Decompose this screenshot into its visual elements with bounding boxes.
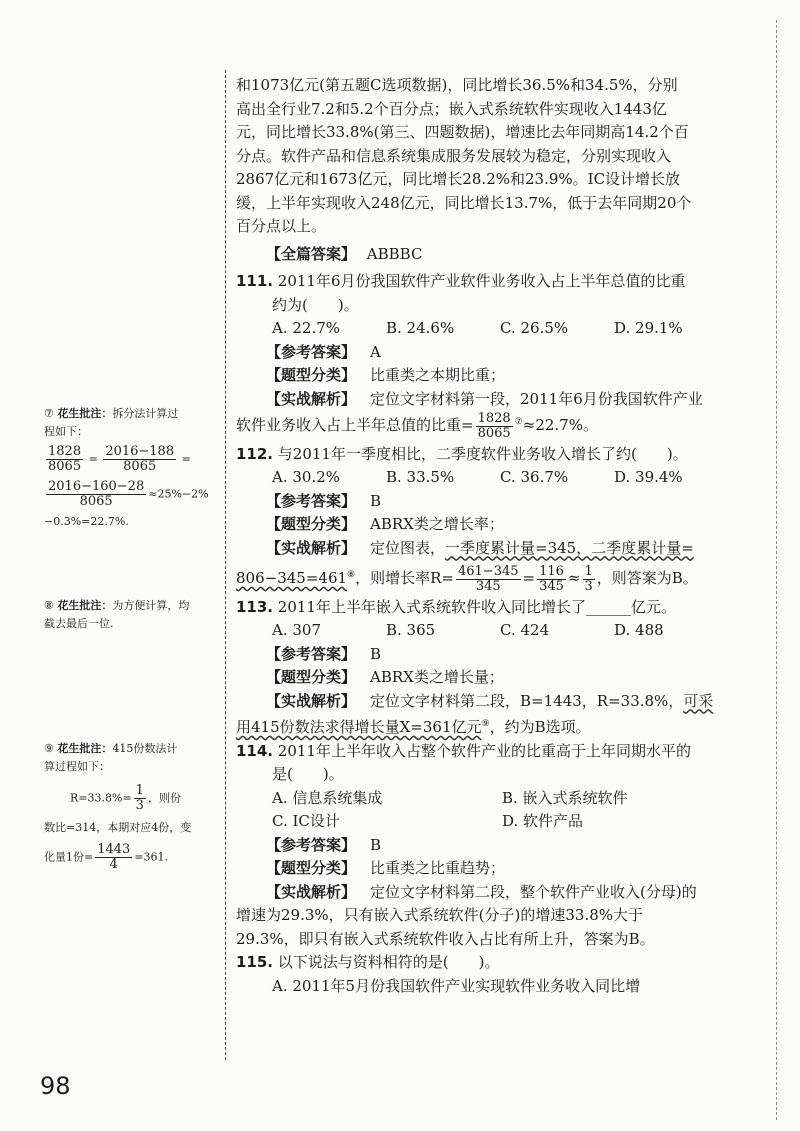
q113-number: 113. — [236, 597, 274, 616]
side-note-text: R=33.8%= — [70, 791, 132, 805]
q113-answer-row — [236, 643, 728, 667]
type-tag: 【题型分类】 — [266, 859, 357, 877]
option-b[interactable]: B. 嵌入式系统软件 — [502, 788, 628, 807]
intro-line: 百分点以上。 — [236, 217, 327, 235]
q111-options — [236, 317, 728, 341]
q112-analysis-underlined: 806−345=461 — [236, 569, 348, 587]
q111-analysis: 定位文字材料第一段，2011年6月份我国软件产业 — [370, 389, 703, 408]
fraction-numerator: 2016−160−28 — [48, 479, 145, 494]
type-tag: 【题型分类】 — [266, 515, 357, 533]
fraction-denominator: 3 — [135, 798, 144, 813]
answer-tag: 【参考答案】 — [266, 491, 357, 510]
q114-options — [236, 787, 728, 834]
intro-line: 元，同比增长33.8%(第三、四题数据)，增速比去年同期高14.2个百 — [236, 123, 689, 141]
intro-line: 缓，上半年实现收入248亿元，同比增长13.7%，低于去年同期20个 — [236, 193, 692, 212]
note-marker: ⑦ — [44, 407, 54, 420]
q111-stem-text: 2011年6月份我国软件产业软件业务收入占上半年总值的比重 — [277, 272, 686, 290]
analysis-tag: 【实战解析】 — [266, 389, 357, 408]
note-marker: ⑧ — [44, 599, 54, 612]
side-note-7 — [44, 405, 214, 531]
q112-options — [236, 466, 728, 490]
side-note-text: 程如下： — [44, 425, 88, 438]
q112-analysis-result: ，则答案为B。 — [596, 569, 698, 587]
q114-answer-row — [236, 834, 728, 858]
analysis-tag: 【实战解析】 — [266, 691, 357, 710]
q113-analysis-cont — [236, 713, 728, 740]
fraction — [95, 843, 132, 872]
fraction-numerator: 1828 — [48, 444, 82, 459]
q113-analysis-result: ，约为B选项。 — [489, 718, 591, 736]
side-note-equation — [44, 445, 214, 474]
answer-tag: 【参考答案】 — [266, 644, 357, 663]
fraction-denominator: 3 — [584, 578, 593, 594]
side-note-equation — [44, 480, 214, 509]
margin-divider — [225, 70, 226, 1060]
fraction-numerator: 1 — [584, 563, 593, 579]
q114-type-row — [236, 857, 728, 881]
fraction-numerator: 2016−188 — [105, 444, 175, 459]
q112-analysis: 定位图表， — [370, 538, 446, 557]
option-b[interactable]: B. 365 — [386, 621, 436, 639]
side-note-equation — [44, 784, 214, 813]
q115-stem-text: 以下说法与资料相符的是( )。 — [277, 953, 500, 971]
full-answer-tag: 【全篇答案】 — [266, 244, 357, 263]
option-d[interactable]: D. 488 — [614, 621, 664, 639]
fraction-denominator: 4 — [109, 857, 118, 872]
option-c[interactable]: C. 424 — [500, 621, 550, 639]
side-note-8 — [44, 597, 214, 633]
option-a[interactable]: A. 22.7% — [272, 319, 341, 337]
full-answer-row — [236, 243, 728, 267]
q113-type: ABRX类之增长量； — [370, 668, 504, 686]
q114-analysis-row — [236, 881, 728, 905]
note-marker: ⑨ — [44, 742, 54, 755]
q112-fraction-2 — [537, 565, 566, 594]
type-tag: 【题型分类】 — [266, 668, 357, 686]
side-note-text: 为方便计算，均 — [112, 599, 190, 612]
q114-number: 114. — [236, 741, 274, 760]
q113-stem — [236, 596, 728, 620]
q113-type-row — [236, 666, 728, 690]
q112-stem-text: 与2011年一季度相比，二季度软件业务收入增长了约( )。 — [277, 444, 688, 463]
side-note-text: ≈25%−2% — [148, 487, 209, 501]
note-marker: ⑨ — [481, 719, 490, 729]
fraction-denominator: 8065 — [477, 425, 511, 441]
equals-sign: = — [181, 452, 191, 466]
page-number: 98 — [40, 1072, 71, 1100]
q111-type-row — [236, 364, 728, 388]
q111-stem-cont: 约为( )。 — [272, 295, 359, 314]
option-a[interactable]: A. 30.2% — [272, 468, 341, 486]
fraction-denominator: 8065 — [79, 494, 113, 509]
side-note-text: ，则份 — [147, 791, 181, 805]
fraction-denominator: 8065 — [48, 459, 82, 474]
q114-analysis-cont: 29.3%，即只有嵌入式系统软件收入占比有所上升，答案为B。 — [236, 929, 655, 948]
answer-tag: 【参考答案】 — [266, 342, 357, 361]
q113-analysis: 定位文字材料第二段，B=1443，R=33.8%， — [370, 691, 684, 710]
q113-analysis-row — [236, 690, 728, 714]
fraction — [46, 445, 83, 474]
fraction-denominator: 345 — [475, 578, 501, 594]
option-a[interactable]: A. 307 — [272, 621, 321, 639]
side-note-text: 算过程如下： — [44, 760, 110, 773]
side-note-title: 花生批注： — [57, 599, 113, 612]
q112-type: ABRX类之增长率； — [370, 515, 504, 533]
side-note-title: 花生批注： — [57, 407, 113, 420]
q112-analysis-text: ，则增长率R= — [355, 569, 454, 587]
option-c[interactable]: C. IC设计 — [272, 812, 340, 830]
q113-answer: B — [370, 644, 382, 663]
q112-type-row — [236, 513, 728, 537]
q112-stem — [236, 443, 728, 467]
side-note-equation — [44, 843, 214, 872]
option-d[interactable]: D. 软件产品 — [502, 812, 584, 830]
q114-stem-text: 2011年上半年收入占整个软件产业的比重高于上年同期水平的 — [277, 741, 691, 760]
q113-stem-text: 2011年上半年嵌入式系统软件收入同比增长了______亿元。 — [277, 597, 676, 616]
q112-analysis-underlined: 一季度累计量=345，二季度累计量= — [445, 538, 694, 557]
note-marker: ⑧ — [347, 570, 356, 580]
fraction-denominator: 8065 — [123, 459, 157, 474]
q111-analysis-row — [236, 388, 728, 412]
q112-answer-row — [236, 490, 728, 514]
side-note-title: 花生批注： — [57, 742, 113, 755]
q114-analysis: 定位文字材料第二段，整个软件产业收入(分母)的 — [370, 882, 697, 901]
q111-analysis-result: ≈22.7%。 — [522, 416, 598, 434]
q112-fraction-1 — [456, 565, 521, 594]
side-note-text: 415份数法计 — [112, 742, 178, 755]
q115-number: 115. — [236, 953, 274, 971]
side-note-text: 拆分法计算过 — [112, 407, 179, 420]
fraction-numerator: 116 — [539, 563, 564, 579]
analysis-tag: 【实战解析】 — [266, 882, 357, 901]
q112-answer: B — [370, 491, 382, 510]
answer-tag: 【参考答案】 — [266, 835, 357, 854]
q111-fraction — [476, 412, 513, 441]
option-b[interactable]: B. 24.6% — [386, 319, 455, 337]
fraction-denominator: 345 — [539, 578, 564, 594]
q113-analysis-underlined: 可采 — [683, 691, 714, 710]
q111-analysis-text: 软件业务收入占上半年总值的比重= — [236, 416, 474, 434]
analysis-tag: 【实战解析】 — [266, 538, 357, 557]
option-a[interactable]: A. 2011年5月份我国软件产业实现软件业务收入同比增 — [272, 976, 641, 995]
equals-sign: = — [88, 452, 98, 466]
intro-line: 和1073亿元(第五题C选项数据)，同比增长36.5%和34.5%，分别 — [236, 76, 678, 94]
intro-line: 高出全行业7.2和5.2个百分点；嵌入式系统软件实现收入1443亿 — [236, 99, 667, 118]
q111-stem — [236, 270, 728, 294]
page-edge-line — [776, 20, 777, 1120]
fraction-numerator: 1 — [135, 783, 144, 798]
side-note-text: 数比=314，本期对应4份，变 — [44, 821, 192, 834]
q114-analysis-cont: 增速为29.3%，只有嵌入式系统软件(分子)的增速33.8%大于 — [236, 906, 644, 924]
intro-line: 2867亿元和1673亿元，同比增长28.2%和23.9%。IC设计增长放 — [236, 170, 681, 188]
side-note-heading — [44, 740, 214, 758]
q114-stem — [236, 740, 728, 764]
side-note-heading — [44, 597, 214, 615]
side-note-text: =361. — [134, 850, 169, 864]
full-answer-value: ABBBC — [366, 244, 423, 263]
q114-answer: B — [370, 835, 382, 854]
q112-number: 112. — [236, 444, 274, 463]
intro-line: 分点。软件产品和信息系统集成服务发展较为稳定，分别实现收入 — [236, 146, 672, 165]
note-marker: ⑦ — [514, 417, 523, 427]
fraction-numerator: 461−345 — [457, 563, 519, 579]
fraction-numerator: 1828 — [477, 410, 511, 426]
q113-options — [236, 619, 728, 643]
q111-answer-row — [236, 341, 728, 365]
q114-stem-cont: 是( )。 — [272, 765, 344, 783]
option-c[interactable]: C. 36.7% — [500, 468, 569, 486]
option-a[interactable]: A. 信息系统集成 — [272, 788, 383, 807]
q111-number: 111. — [236, 272, 274, 290]
q115-stem — [236, 951, 728, 975]
fraction — [46, 480, 146, 509]
q112-fraction-3 — [583, 565, 595, 594]
q111-answer: A — [370, 342, 381, 361]
q113-analysis-underlined: 用415份数法求得增长量X=361亿元 — [236, 718, 482, 736]
main-content — [236, 74, 728, 998]
side-note-text: 化量1份= — [44, 850, 94, 864]
side-note-text: 截去最后一位. — [44, 617, 114, 630]
option-c[interactable]: C. 26.5% — [500, 319, 569, 337]
q111-analysis-cont — [236, 411, 728, 441]
option-b[interactable]: B. 33.5% — [386, 468, 455, 486]
side-note-9 — [44, 740, 214, 872]
type-tag: 【题型分类】 — [266, 366, 357, 384]
q114-type: 比重类之比重趋势； — [370, 859, 506, 877]
option-d[interactable]: D. 29.1% — [614, 319, 683, 337]
side-note-text: −0.3%=22.7%. — [44, 515, 129, 528]
option-d[interactable]: D. 39.4% — [614, 468, 683, 486]
fraction — [103, 445, 176, 474]
q112-analysis-row — [236, 537, 728, 561]
q112-analysis-cont: 806−345=461⑧，则增长率R= $\frac{461-345}{345}$ = $\frac{116}{345}$ ≈ $\frac{1}{3}$ ，则答案为B。 — [236, 563, 698, 594]
fraction-numerator: 1443 — [97, 842, 131, 857]
fraction — [134, 784, 146, 813]
side-note-heading — [44, 405, 214, 423]
q111-type: 比重类之本期比重； — [370, 366, 506, 384]
